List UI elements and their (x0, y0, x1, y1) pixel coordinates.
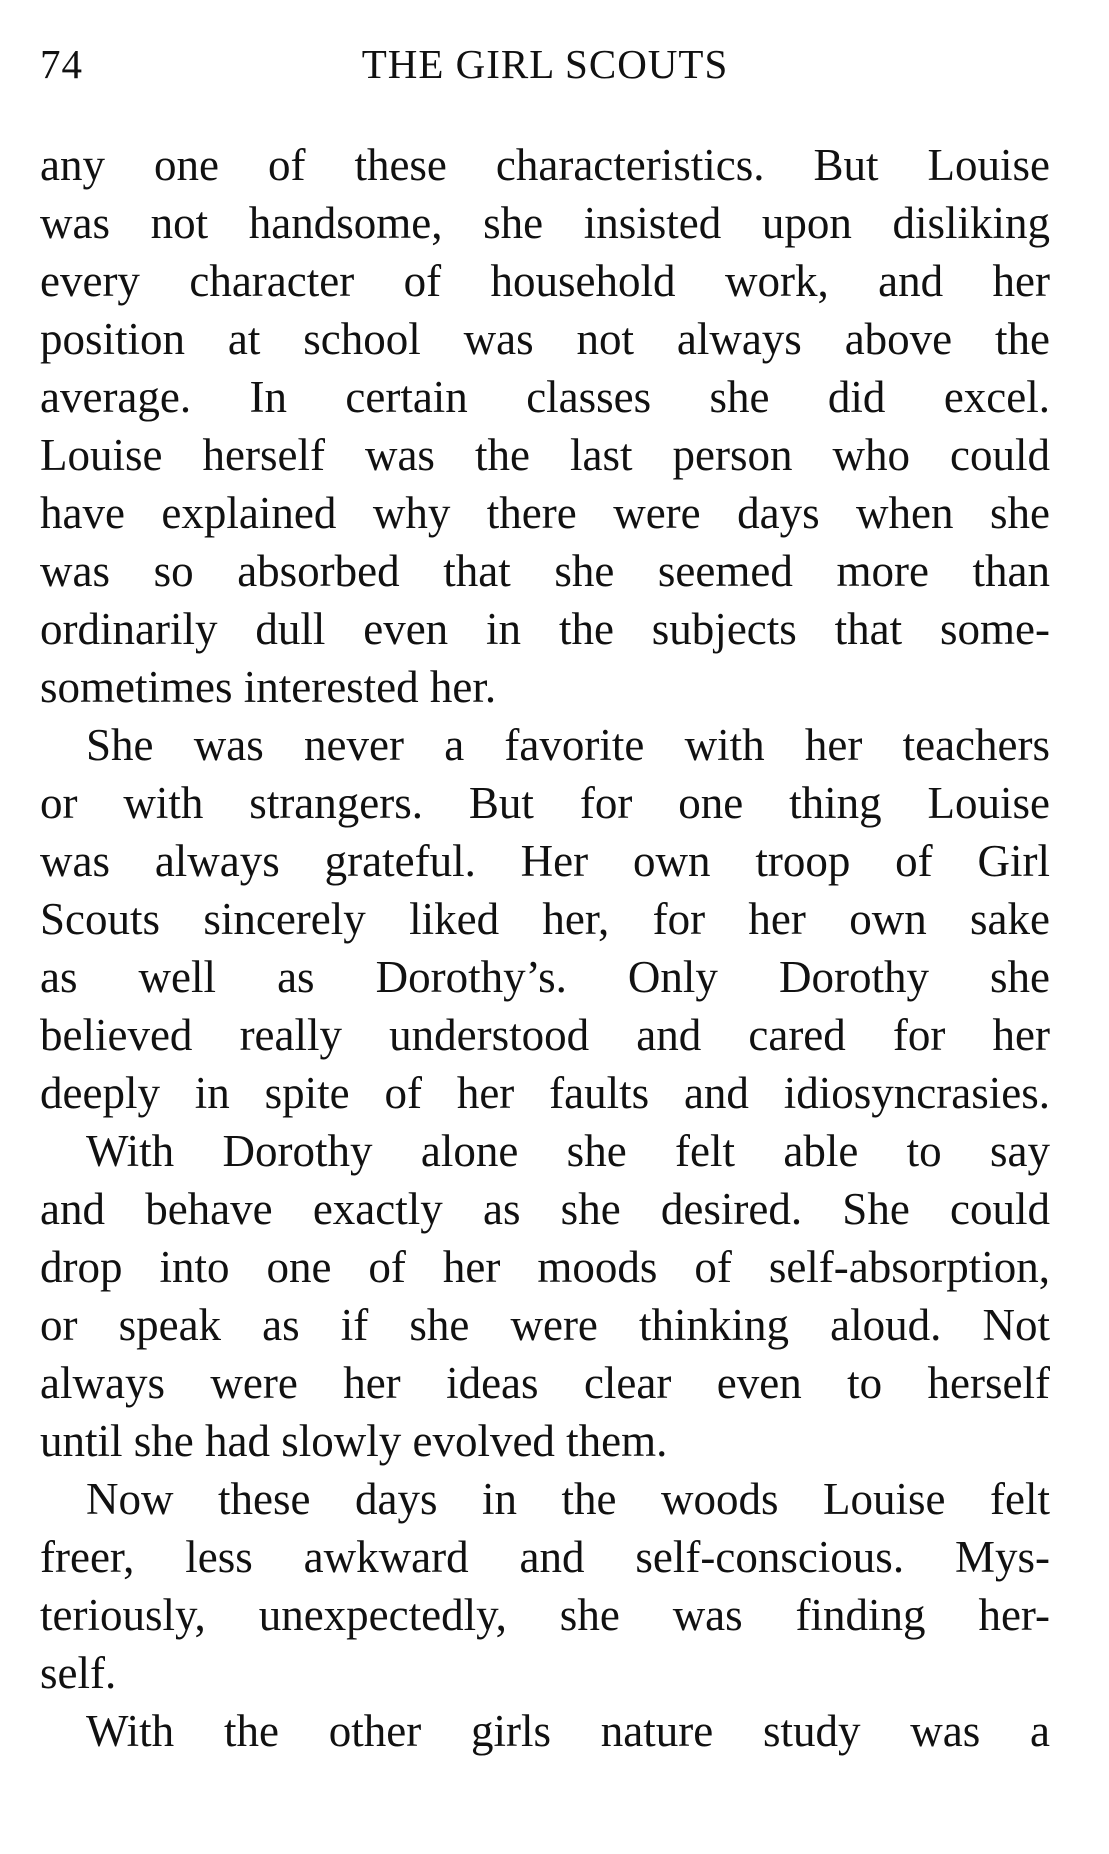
page-header (40, 36, 1050, 92)
text-line: She was never a favorite with her teachers (86, 720, 1050, 770)
text-line: have explained why there were days when she (40, 488, 1050, 538)
text-line: ordinarily dull even in the subjects that some- (40, 604, 1050, 654)
text-line: Louise herself was the last person who could (40, 430, 1050, 480)
text-line: any one of these characteristics. But Louise (40, 140, 1050, 190)
text-line: With Dorothy alone she felt able to say (86, 1126, 1050, 1176)
text-line: or speak as if she were thinking aloud. Not (40, 1300, 1050, 1350)
text-line: sometimes interested her. (40, 662, 497, 712)
text-line: self. (40, 1648, 117, 1698)
text-line: deeply in spite of her faults and idiosyncrasies. (40, 1068, 1050, 1118)
text-line: was so absorbed that she seemed more than (40, 546, 1050, 596)
text-line: With the other girls nature study was a (86, 1706, 1050, 1756)
text-line: or with strangers. But for one thing Louise (40, 778, 1050, 828)
text-line: position at school was not always above the (40, 314, 1050, 364)
text-line: was not handsome, she insisted upon disliking (40, 198, 1050, 248)
text-line: as well as Dorothy’s. Only Dorothy she (40, 952, 1050, 1002)
text-line: teriously, unexpectedly, she was finding her- (40, 1590, 1050, 1640)
text-line: was always grateful. Her own troop of Girl (40, 836, 1050, 886)
text-line: drop into one of her moods of self-absorption, (40, 1242, 1050, 1292)
page-number: 74 (40, 41, 83, 87)
text-line: believed really understood and cared for her (40, 1010, 1050, 1060)
text-line: every character of household work, and her (40, 256, 1050, 306)
text-line: until she had slowly evolved them. (40, 1416, 668, 1466)
text-line: always were her ideas clear even to herself (40, 1358, 1050, 1408)
text-line: average. In certain classes she did excel. (40, 372, 1050, 422)
text-line: Now these days in the woods Louise felt (86, 1474, 1050, 1524)
text-line: and behave exactly as she desired. She could (40, 1184, 1050, 1234)
text-line: freer, less awkward and self-conscious. Mys- (40, 1532, 1050, 1582)
running-head: THE GIRL SCOUTS (361, 41, 729, 87)
body-text (40, 136, 1050, 1760)
text-line: Scouts sincerely liked her, for her own sake (40, 894, 1050, 944)
